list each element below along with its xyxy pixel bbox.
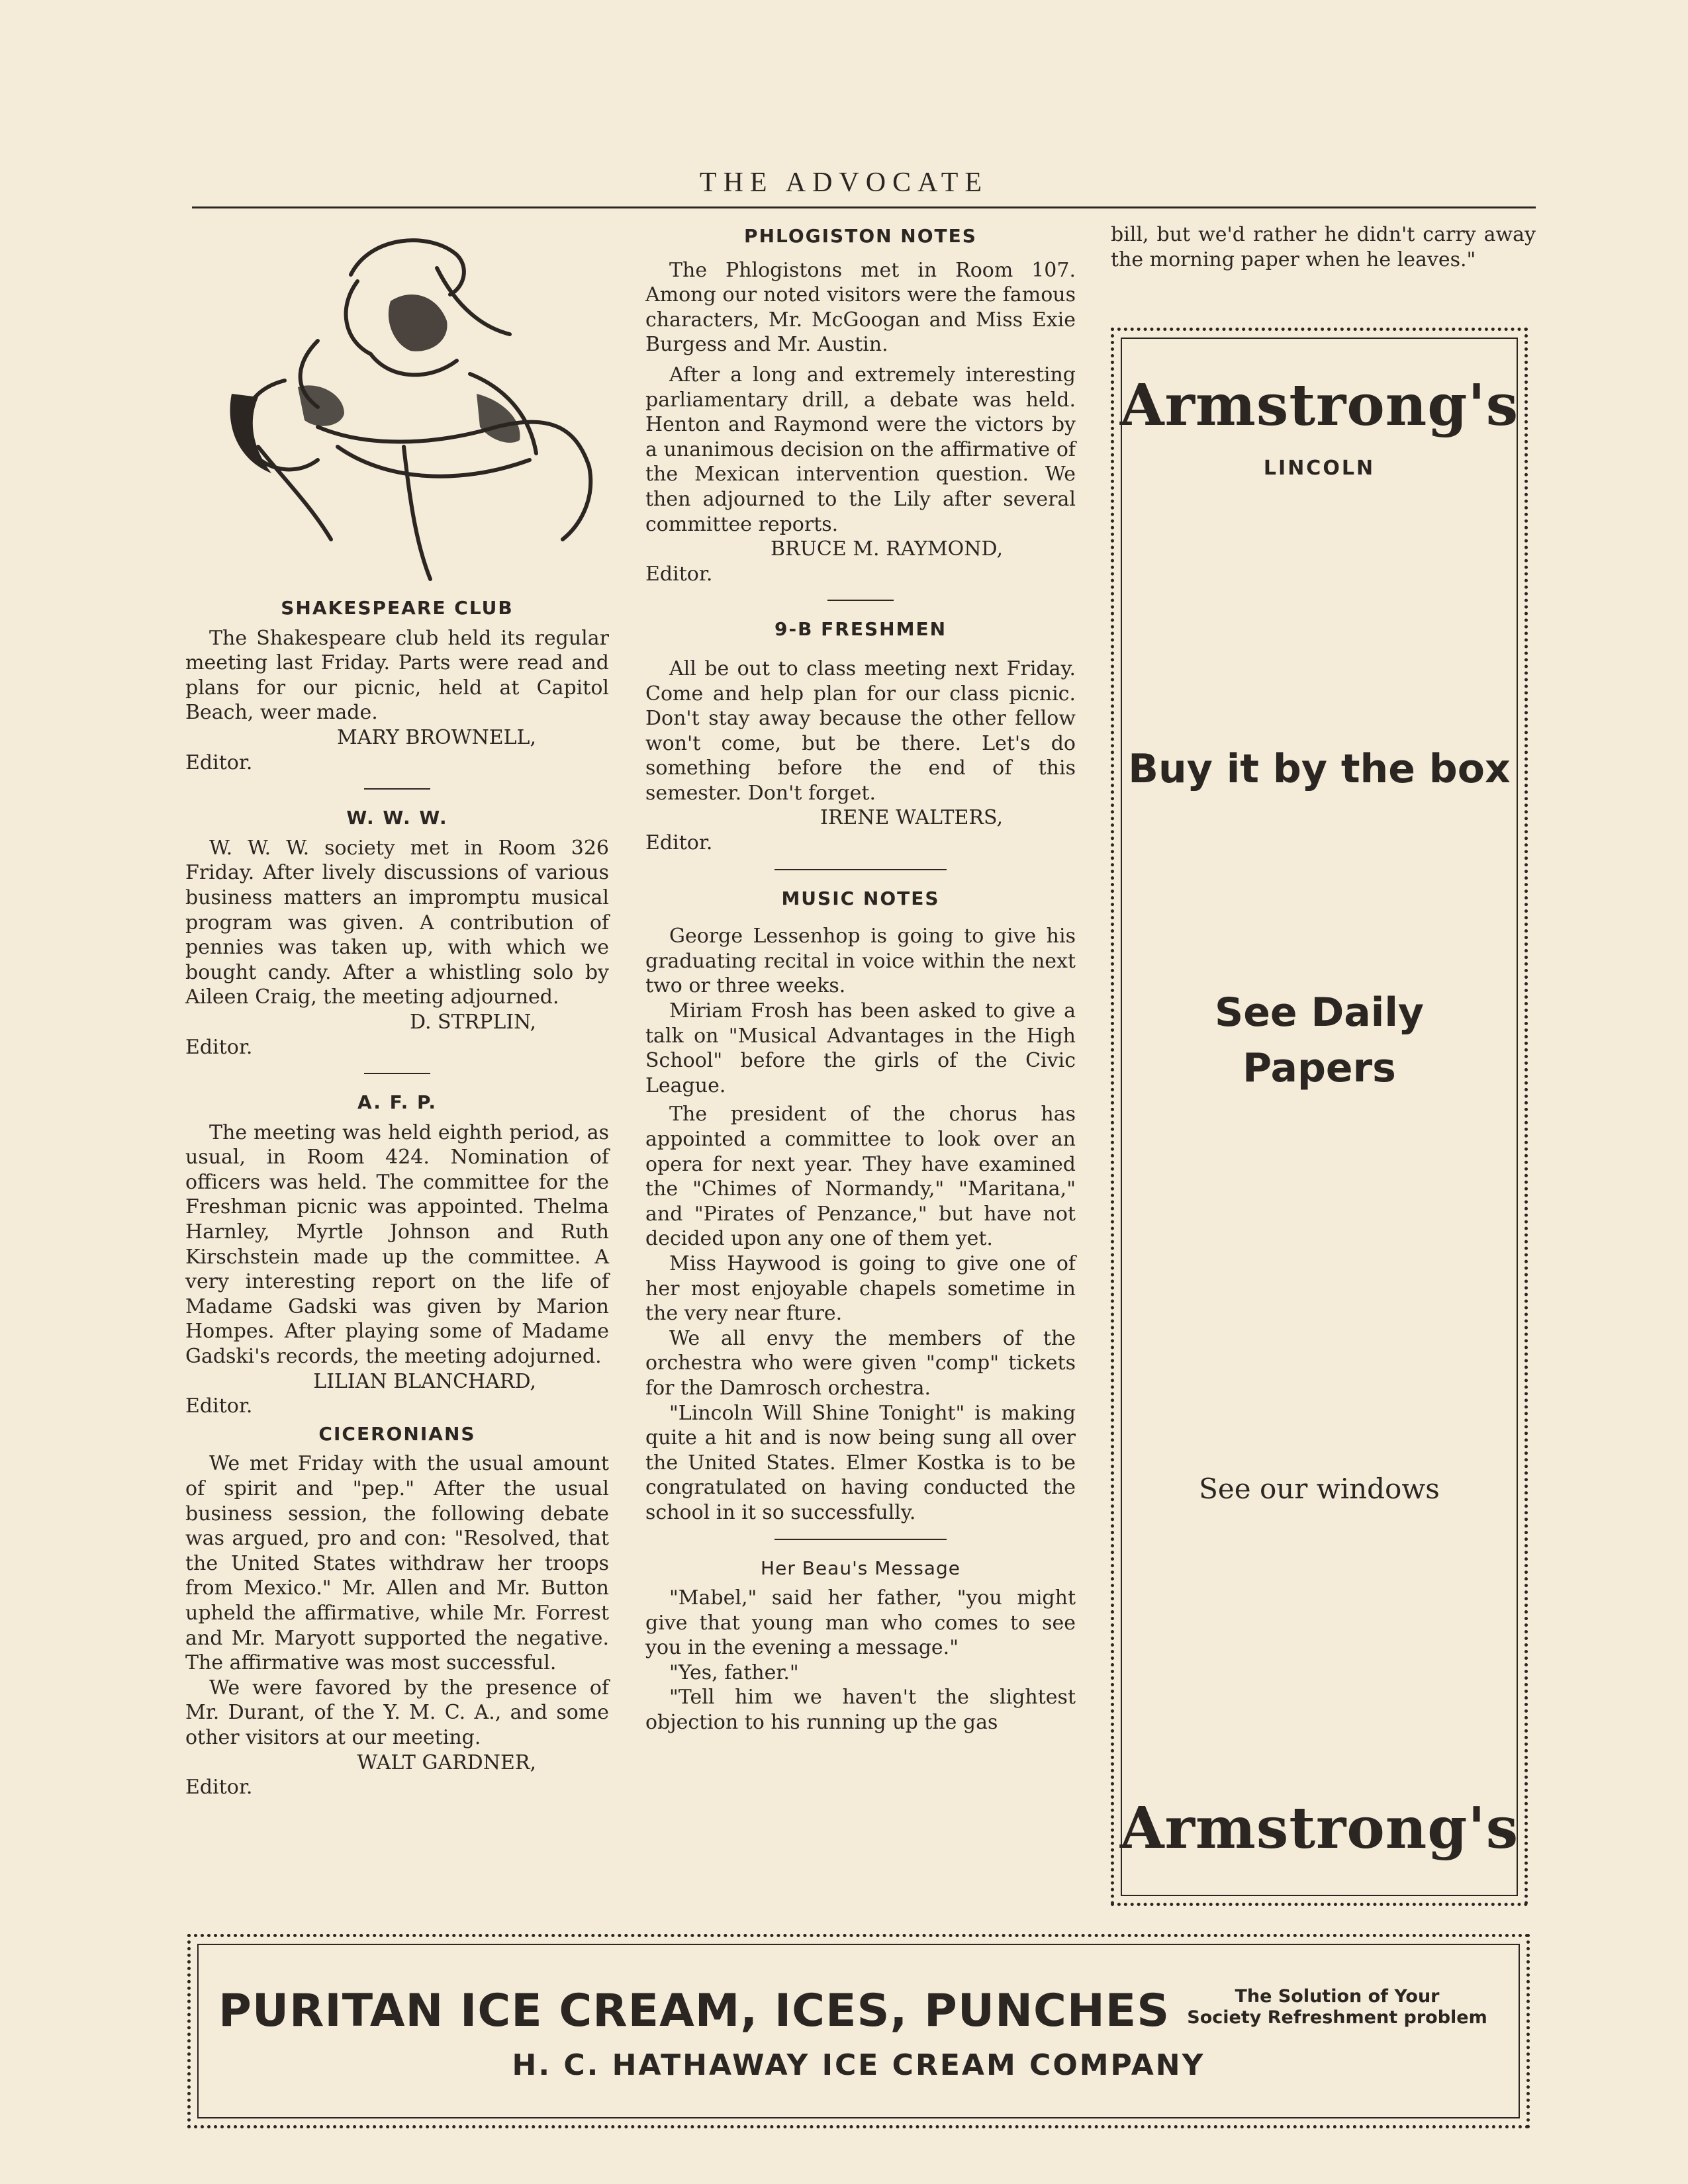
article-body: The meeting was held eighth period, as usual, in Room 424. Nomination of officers was held. The committee for the Freshman picnic was appointed. Thelma Harnley, Myrtle Johnson and Ruth Kirschstein made up the committee. A very interesting report on the life of Madame Gadski was given by Marion Hompes. After playing some of Madame Gadski's records, the meeting adojurned. — [185, 1120, 609, 1369]
ad-company: H. C. HATHAWAY ICE CREAM COMPANY — [512, 2048, 1205, 2082]
ad-tagline-line: The Solution of Your — [1235, 1986, 1440, 2007]
signature-role: Editor. — [185, 1776, 253, 1799]
article-body: "Lincoln Will Shine Tonight" is making quite a hit and is now being sung all over the United States. Elmer Kostka is to be congratulated on having conducted the school in it so successfully. — [645, 1401, 1076, 1524]
article-body: We were favored by the presence of Mr. Durant, of the Y. M. C. A., and some other visitors at our meeting. — [185, 1676, 609, 1749]
article-her-beaus-message — [645, 1556, 1076, 1735]
article-body: "Mabel," said her father, "you might give that young man who comes to see you in the evening a message." — [645, 1586, 1076, 1660]
masthead: THE ADVOCATE — [699, 167, 989, 198]
section-title: MUSIC NOTES — [781, 887, 940, 909]
ad-headline: PURITAN ICE CREAM, ICES, PUNCHES — [218, 1985, 1170, 2037]
article-phlogiston-notes — [645, 224, 1076, 586]
signature-role: Editor. — [185, 1035, 253, 1059]
article-body: W. W. W. society met in Room 326 Friday. After lively discussions of various business matters an impromptu musical program was given. A contribution of pennies was taken up, with which we bought candy. After a whistling solo by Aileen Craig, the meeting adjourned. — [185, 836, 609, 1009]
section-title: Her Beau's Message — [761, 1557, 961, 1579]
article-afp — [185, 1090, 609, 1419]
signature-name: IRENE WALTERS, — [820, 806, 1003, 830]
ad-line-windows: See our windows — [1199, 1473, 1440, 1505]
column-right — [1111, 222, 1536, 272]
ad-brand: Armstrong's — [1119, 372, 1519, 439]
article-body: After a long and extremely interesting parliamentary drill, a debate was held. Henton and Raymond were the victors by a unanimous decision on the affirmative of the Mexican intervention question. We then adjourned to the Lily after several committee reports. — [645, 363, 1076, 536]
section-title: W. W. W. — [346, 807, 448, 829]
article-ciceronians — [185, 1422, 609, 1800]
shakespeare-illustration-icon — [218, 228, 609, 586]
section-title: PHLOGISTON NOTES — [744, 225, 977, 247]
signature-role: Editor. — [645, 562, 713, 586]
column-left — [185, 596, 609, 1800]
article-body: All be out to class meeting next Friday. Come and help plan for our class picnic. Don't stay away because the other fellow won't come, but be there. Let's do something before the end of this semester. Don't forget. — [645, 657, 1076, 805]
article-body: The Phlogistons met in Room 107. Among our noted visitors were the famous characters, Mr. McGoogan and Miss Exie Burgess and Mr. Austin. — [645, 258, 1076, 357]
ad-line-papers-2: Papers — [1243, 1045, 1396, 1091]
armstrongs-advertisement — [1111, 328, 1528, 1906]
section-title: SHAKESPEARE CLUB — [281, 597, 514, 619]
divider — [364, 1073, 430, 1074]
signature-name: MARY BROWNELL, — [337, 725, 536, 749]
puritan-ice-cream-advertisement — [187, 1934, 1530, 2128]
ad-brand-bottom: Armstrong's — [1119, 1795, 1519, 1862]
divider — [827, 600, 894, 601]
divider — [774, 1539, 947, 1540]
article-9b-freshmen — [645, 617, 1076, 855]
ad-tagline — [1165, 1986, 1509, 2028]
signature-name: D. STRPLIN, — [409, 1010, 536, 1034]
ad-inner-border — [1121, 338, 1518, 1896]
signature-name: LILIAN BLANCHARD, — [313, 1369, 536, 1393]
article-www — [185, 805, 609, 1060]
article-body: George Lessenhop is going to give his graduating recital in voice within the next two or three weeks. — [645, 925, 1076, 998]
masthead-rule — [192, 206, 1536, 208]
signature-name: BRUCE M. RAYMOND, — [770, 537, 1003, 561]
article-music-notes — [645, 886, 1076, 1525]
signature-role: Editor. — [185, 751, 253, 774]
ad-line-box: Buy it by the box — [1128, 746, 1511, 792]
section-title: A. F. P. — [357, 1091, 437, 1114]
divider — [364, 788, 430, 790]
section-title: CICERONIANS — [318, 1422, 476, 1445]
article-body: "Tell him we haven't the slightest objection to his running up the gas — [645, 1686, 1076, 1735]
column-middle — [645, 224, 1076, 1735]
ad-tagline-line: Society Refreshment problem — [1187, 2007, 1487, 2028]
section-title: 9-B FRESHMEN — [774, 618, 947, 641]
signature-role: Editor. — [645, 831, 713, 855]
signature-name: WALT GARDNER, — [357, 1751, 536, 1774]
divider — [774, 869, 947, 870]
article-body: The Shakespeare club held its regular meeting last Friday. Parts were read and plans for our picnic, held at Capitol Beach, weer made. — [185, 626, 609, 725]
signature-role: Editor. — [185, 1394, 253, 1418]
article-body: Miriam Frosh has been asked to give a talk on "Musical Advantages in the High School" before the girls of the Civic League. — [645, 999, 1076, 1097]
article-continuation: bill, but we'd rather he didn't carry away the morning paper when he leaves." — [1111, 223, 1536, 271]
ad-city: LINCOLN — [1263, 457, 1376, 480]
article-body: We all envy the members of the orchestra who were given "comp" tickets for the Damrosch orchestra. — [645, 1326, 1076, 1400]
ad-line-papers-1: See Daily — [1214, 989, 1425, 1036]
article-body: Miss Haywood is going to give one of her most enjoyable chapels sometime in the very near fture. — [645, 1251, 1076, 1326]
article-shakespeare-club — [185, 596, 609, 775]
article-body: "Yes, father." — [669, 1661, 799, 1684]
article-body: The president of the chorus has appointed a committee to look over an opera for next year. They have examined the "Chimes of Normandy," "Maritana," and "Pirates of Penzance," but have not decided upon any one of them yet. — [645, 1103, 1076, 1251]
article-body: We met Friday with the usual amount of spirit and "pep." After the usual business session, the following debate was argued, pro and con: "Resolved, that the United States withdraw her troops from Mexico." Mr. Allen and Mr. Button upheld the affirmative, while Mr. Forrest and Mr. Maryott supported the negative. The affirmative was most successful. — [185, 1452, 609, 1675]
